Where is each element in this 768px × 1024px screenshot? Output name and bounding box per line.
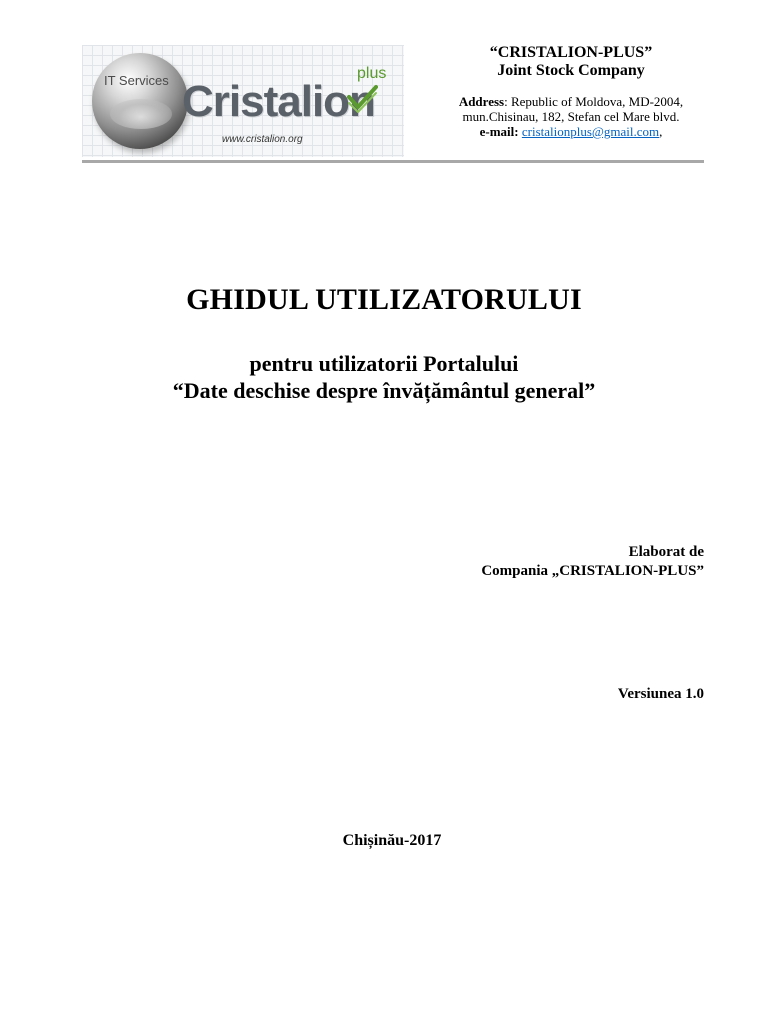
document-title: GHIDUL UTILIZATORULUI	[186, 283, 582, 316]
company-logo	[82, 45, 404, 157]
company-type: Joint Stock Company	[497, 62, 645, 79]
address-text-1: : Republic of Moldova, MD-2004,	[504, 94, 684, 109]
subtitle-line-1: pentru utilizatorii Portalului	[249, 351, 519, 376]
logo-website: www.cristalion.org	[222, 134, 303, 145]
author-company: Compania „CRISTALION-PLUS”	[481, 563, 704, 579]
version-label: Versiunea 1.0	[617, 686, 704, 702]
company-header	[430, 44, 712, 139]
address-label: Address	[458, 94, 505, 109]
address-line-2: mun.Chisinau, 182, Stefan cel Mare blvd.	[462, 109, 680, 124]
logo-sphere-icon	[92, 53, 188, 149]
email-label: e-mail:	[479, 124, 519, 139]
subtitle-line-2: “Date deschise despre învățământul general”	[172, 378, 596, 403]
company-name: “CRISTALION-PLUS”	[489, 44, 653, 61]
checkmark-icon	[346, 83, 378, 115]
logo-wordmark: Cristalion	[182, 77, 375, 126]
email-line	[430, 124, 712, 139]
author-block	[481, 543, 704, 581]
address-line-1	[430, 94, 712, 109]
place-year: Chișinău-2017	[342, 832, 442, 849]
document-subtitle	[0, 350, 768, 404]
logo-plus-text: plus	[357, 65, 387, 82]
email-link[interactable]: cristalionplus@gmail.com	[521, 124, 660, 139]
company-address	[430, 94, 712, 139]
header-divider	[82, 160, 704, 163]
author-label: Elaborat de	[628, 544, 704, 560]
email-suffix: ,	[659, 124, 663, 139]
logo-tagline: IT Services	[104, 73, 169, 88]
